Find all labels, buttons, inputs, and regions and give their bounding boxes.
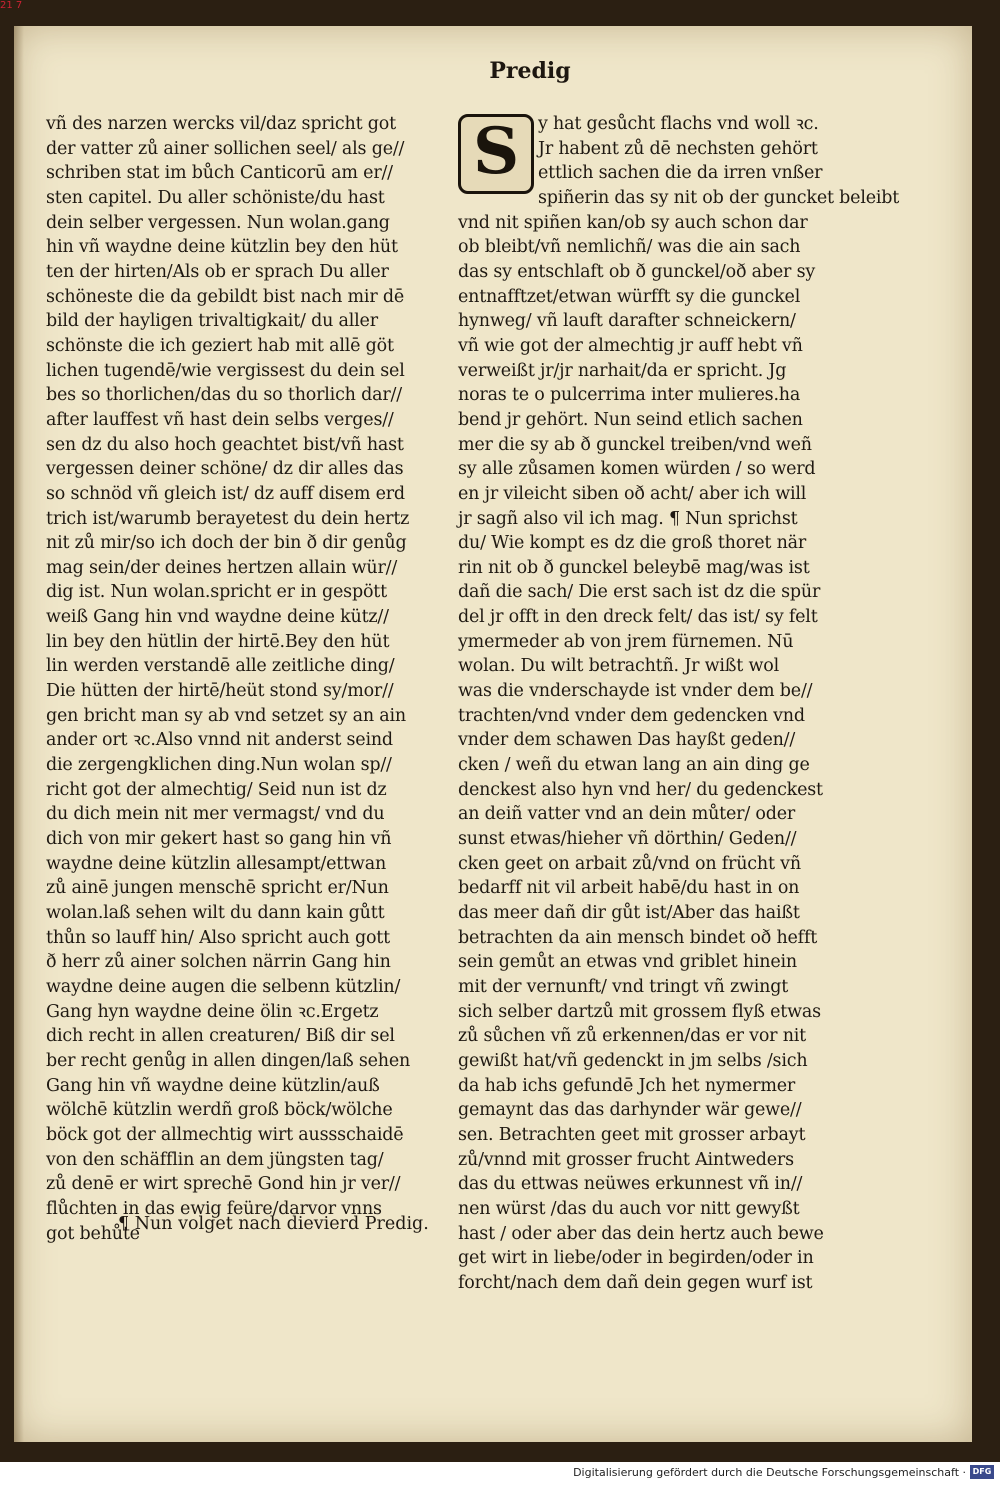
text-line: ymermeder ab von jrem fürnemen. Nū [458, 631, 794, 652]
text-line: ten der hirten/Als ob er sprach Du aller [46, 261, 389, 282]
text-line: cken / weñ du etwan lang an ain ding ge [458, 755, 810, 776]
text-line: sich selber dartzů mit grossem flyß etwas [458, 1001, 821, 1022]
text-line: vergessen deiner schöne/ dz dir alles das [46, 459, 404, 480]
text-line: böck got der allmechtig wirt aussschaidē [46, 1124, 404, 1145]
text-line: y hat gesůcht flachs vnd woll ꝛc. [538, 114, 819, 134]
text-line: ¶ Nun volget nach die [118, 1214, 314, 1234]
text-line: dein selber vergessen. Nun wolan.gang [46, 212, 390, 233]
text-line: der vatter zů ainer sollichen seel/ als ge// [46, 138, 405, 159]
text-line: das meer dañ dir gůt ist/Aber das haißt [458, 903, 800, 923]
text-line: bedarff nit vil arbeit habē/du hast in on [458, 878, 800, 899]
text-line: flůchten in das ewig feüre/darvor vnns [46, 1198, 382, 1219]
text-line: vierd Predig. [313, 1214, 429, 1234]
text-line: was die vnderschayde ist vnder dem be// [458, 681, 813, 702]
text-line: du/ Wie kompt es dz die groß thoret när [458, 533, 807, 554]
text-line: wölchē kützlin werdñ groß böck/wölche [46, 1100, 393, 1121]
text-line: hast / oder aber das dein hertz auch bewe [458, 1223, 824, 1244]
text-line: ber recht genůg in allen dingen/laß sehen [46, 1050, 411, 1071]
left-text-column [46, 112, 442, 1246]
text-line: zů sůchen vñ zů erkennen/das er vor nit [458, 1026, 807, 1047]
text-line: denckest also hyn vnd her/ du gedenckest [458, 779, 823, 800]
text-line: ander ort ꝛc.Also vnnd nit anderst seind [46, 730, 393, 751]
text-line: got behůte [46, 1223, 140, 1244]
text-line: wolan.laß sehen wilt du dann kain gůtt [46, 903, 385, 923]
text-line: wolan. Du wilt betrachtñ. Jr wißt wol [458, 656, 779, 677]
text-line: waydne deine augen die selbenn kützlin/ [46, 976, 401, 997]
text-line: richt got der almechtig/ Seid nun ist dz [46, 779, 387, 800]
text-line: ettlich sachen die da irren vnßer [538, 163, 823, 184]
text-line: Die hütten der hirtē/heüt stond sy/mor// [46, 681, 394, 702]
text-line: gemaynt das das darhynder wär gewe// [458, 1100, 802, 1121]
closing-rubric [118, 1212, 429, 1237]
text-line: entnafftzet/etwan würfft sy die gunckel [458, 286, 801, 307]
text-line: die zergengklichen ding.Nun wolan sp// [46, 755, 392, 776]
text-line: du dich mein nit mer vermagst/ vnd du [46, 804, 385, 825]
text-line: gewißt hat/vñ gedenckt in jm selbs /sich [458, 1050, 808, 1071]
footer-bar [0, 1462, 1000, 1486]
text-line: von den schäfflin an dem jüngsten tag/ [46, 1149, 384, 1170]
text-line: weiß Gang hin vnd waydne deine kütz// [46, 607, 389, 628]
text-line: schriben stat im bůch Canticorū am er// [46, 163, 393, 184]
text-line: schöneste die da gebildt bist nach mir dē [46, 286, 405, 307]
text-line: cken geet on arbait zů/vnd on frücht vñ [458, 853, 801, 874]
text-line: lin werden verstandē alle zeitliche ding/ [46, 656, 395, 677]
text-line: nit zů mir/so ich doch der bin ð dir genůg [46, 533, 407, 554]
text-line: after lauffest vñ hast dein selbs verges// [46, 409, 394, 430]
text-line: betrachten da ain mensch bindet oð hefft [458, 927, 818, 948]
text-line: lin bey den hütlin der hirtē.Bey den hüt [46, 631, 390, 652]
text-line: get wirt in liebe/oder in begirden/oder in [458, 1248, 814, 1269]
right-text-column [458, 112, 900, 1296]
text-line: zů ainē jungen menschē spricht er/Nun [46, 878, 389, 899]
text-line: ð herr zů ainer solchen närrin Gang hin [46, 952, 391, 973]
text-line: sten capitel. Du aller schöniste/du hast [46, 187, 385, 208]
text-line: vnd nit spiñen kan/ob sy auch schon dar [458, 212, 808, 233]
drop-capital: S [458, 114, 534, 194]
text-line: zů/vnnd mit grosser frucht Aintweders [458, 1149, 794, 1170]
text-line: hin vñ waydne deine kützlin bey den hüt [46, 237, 398, 258]
text-line: bild der hayligen trivaltigkait/ du aller [46, 311, 378, 332]
text-line: dich recht in allen creaturen/ Biß dir sel [46, 1026, 395, 1047]
running-title: Predig [489, 58, 571, 84]
text-line: sen dz du also hoch geachtet bist/vñ hast [46, 434, 404, 455]
text-line: das du ettwas neüwes erkunnest vñ in// [458, 1174, 803, 1195]
text-line: sein gemůt an etwas vnd griblet hinein [458, 952, 797, 973]
text-line: en jr vileicht siben oð acht/ aber ich will [458, 483, 807, 504]
text-line: an deiñ vatter vnd an dein můter/ oder [458, 804, 796, 825]
text-line: vnder dem schawen Das hayßt geden// [458, 730, 796, 751]
text-line: dig ist. Nun wolan.spricht er in gespött [46, 582, 387, 603]
text-line: Jr habent zů dē nechsten gehört [538, 138, 818, 159]
text-line: hynweg/ vñ lauft darafter schneickern/ [458, 311, 796, 332]
text-line: mag sein/der deines hertzen allain wür// [46, 557, 398, 578]
text-line: trich ist/warumb berayetest du dein hertz [46, 508, 410, 529]
text-line: rin nit ob ð gunckel beleybē mag/was ist [458, 557, 810, 578]
text-line: Gang hyn waydne deine ölin ꝛc.Ergetz [46, 1001, 379, 1022]
text-line: da hab ichs gefundē Jch het nymermer [458, 1075, 796, 1096]
text-line: das sy entschlaft ob ð gunckel/oð aber sy [458, 261, 816, 282]
text-line: noras te o pulcerrima inter mulieres.ha [458, 385, 801, 406]
corner-mark: 21 7 [0, 0, 23, 11]
text-line: dañ die sach/ Die erst sach ist dz die spür [458, 582, 821, 603]
text-line: mit der vernunft/ vnd tringt vñ zwingt [458, 976, 789, 997]
text-line: forcht/nach dem dañ dein gegen wurf ist [458, 1272, 813, 1293]
text-line: so schnöd vñ gleich ist/ dz auff disem erd [46, 483, 405, 504]
text-line: bend jr gehört. Nun seind etlich sachen [458, 409, 803, 430]
text-line: gen bricht man sy ab vnd setzet sy an ain [46, 705, 406, 726]
text-line: nen würst /das du auch vor nitt gewyßt [458, 1198, 800, 1219]
text-line: waydne deine kützlin allesampt/ettwan [46, 853, 387, 874]
text-line: mer die sy ab ð gunckel treiben/vnd weñ [458, 434, 812, 455]
text-line: sunst etwas/hieher vñ dörthin/ Geden// [458, 829, 797, 850]
text-line: sen. Betrachten geet mit grosser arbayt [458, 1124, 806, 1145]
text-line: del jr offt in den dreck felt/ das ist/ sy felt [458, 607, 818, 628]
page-gutter-shadow [14, 26, 24, 1442]
text-line: bes so thorlichen/das du so thorlich dar// [46, 385, 402, 406]
text-line: thůn so lauff hin/ Also spricht auch gott [46, 927, 390, 948]
running-header [0, 58, 1000, 84]
text-line: verweißt jr/jr narhait/da er spricht. Jg [458, 360, 787, 381]
text-line: vñ wie got der almechtig jr auff hebt vñ [458, 335, 803, 356]
text-line: dich von mir gekert hast so gang hin vñ [46, 829, 392, 850]
text-line: trachten/vnd vnder dem gedencken vnd [458, 705, 805, 726]
dfg-logo: DFG [970, 1465, 994, 1479]
text-line: zů denē er wirt sprechē Gond hin jr ver// [46, 1174, 401, 1195]
text-line: schönste die ich geziert hab mit allē göt [46, 335, 394, 356]
text-line: vñ des narzen wercks vil/daz spricht got [46, 114, 396, 134]
text-line: Gang hin vñ waydne deine kützlin/auß [46, 1075, 380, 1096]
text-line: sy alle zůsamen komen würden / so werd [458, 459, 816, 480]
text-line: ob bleibt/vñ nemlichñ/ was die ain sach [458, 237, 801, 258]
text-line: jr sagñ also vil ich mag. ¶ Nun sprichst [458, 508, 798, 529]
text-line: spiñerin das sy nit ob der guncket beleibt [538, 187, 900, 208]
funding-credit: Digitalisierung gefördert durch die Deutsche Forschungsgemeinschaft · [573, 1466, 966, 1479]
text-line: lichen tugendē/wie vergissest du dein sel [46, 360, 405, 381]
